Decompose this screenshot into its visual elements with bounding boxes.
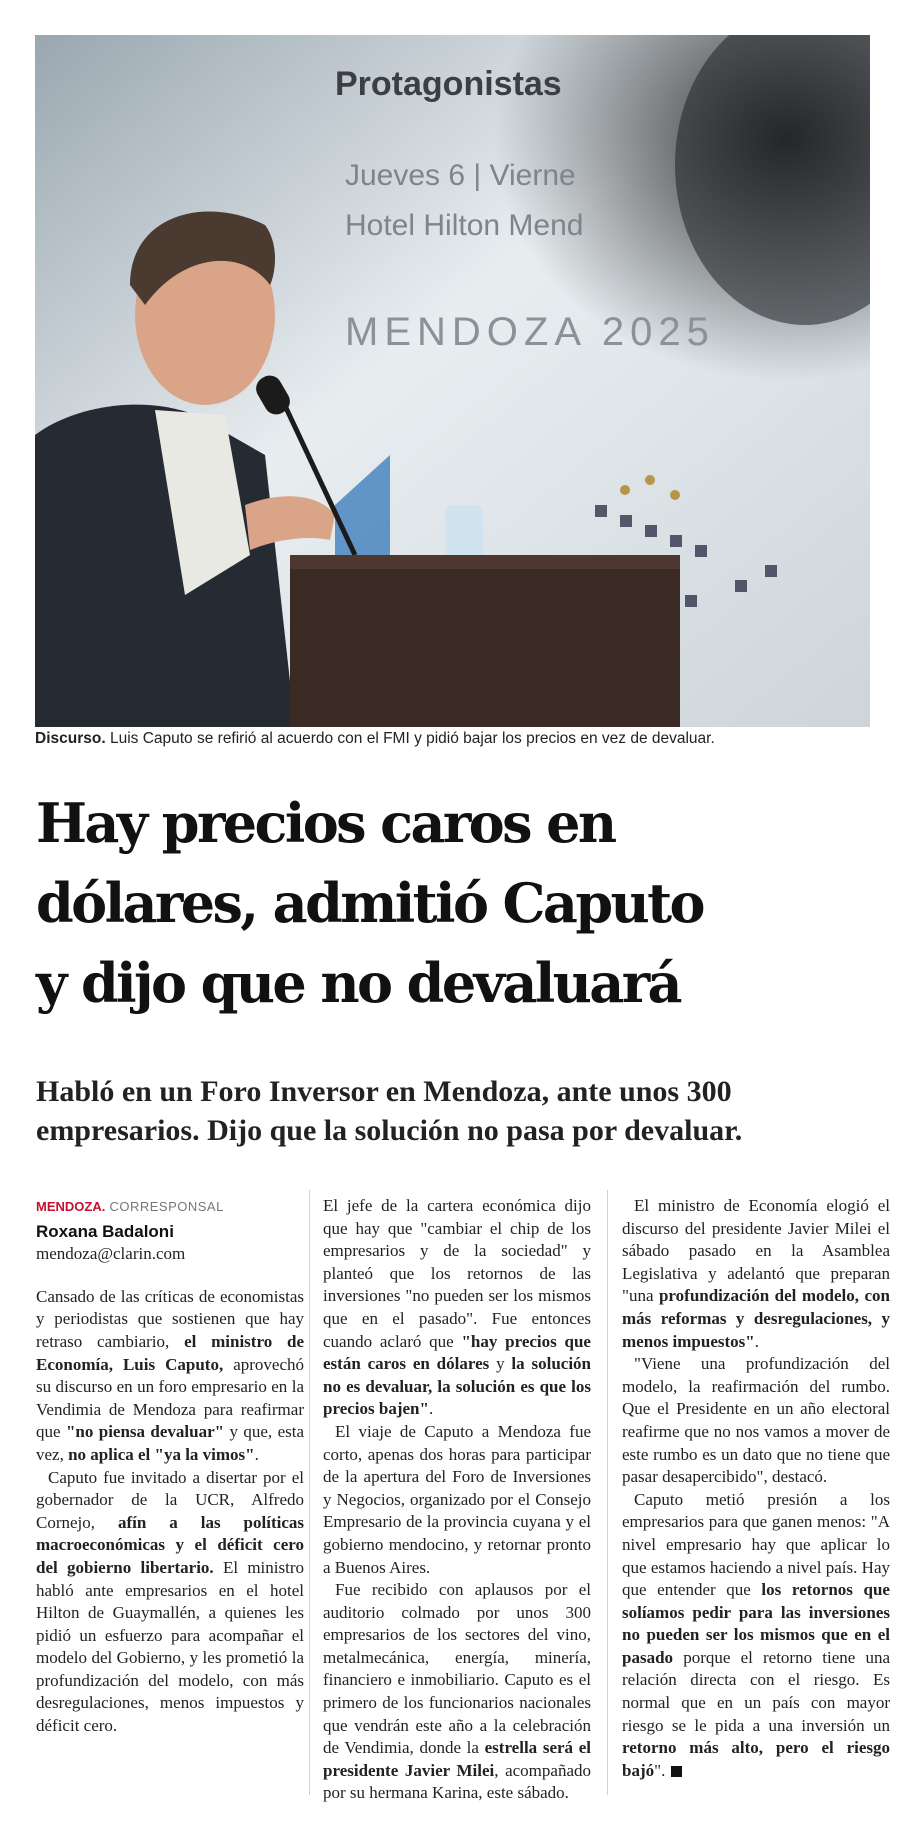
banner-dates: Jueves 6 | Vierne: [345, 159, 576, 192]
byline: [36, 1195, 304, 1266]
paragraph: Cansado de las críticas de economistas y periodistas que sostienen que hay retraso cambiario, el ministro de Economía, Luis Caputo, aprovechó su discurso en un foro empresario en la Vendimia de Mendoza para reafirmar que "no piensa devaluar" y que, esta vez, no aplica el "ya la vimos".: [36, 1286, 304, 1464]
paragraph: Caputo metió presión a los empresarios para que ganen menos: "A nivel empresario hay que aplicar lo que estamos haciendo a nivel país. Hay que entender que los retornos que solíamos pedir para las inversiones no pueden ser los mismos que en el pasado porque el retorno tiene una relación directa con el riesgo. Es normal que en un país con mayor riesgo se le pida a una inversión un retorno más alto, pero el riesgo bajó".: [622, 1489, 890, 1780]
headline-line-1: Hay precios caros en: [36, 791, 615, 855]
subhead-line-2: empresarios. Dijo que la solución no pasa por devaluar.: [36, 1114, 743, 1147]
byline-location: MENDOZA.: [36, 1199, 106, 1214]
column-divider: [607, 1190, 608, 1795]
headline-line-3: y dijo que no devaluará: [36, 951, 680, 1015]
paragraph: Caputo fue invitado a disertar por el gobernador de la UCR, Alfredo Cornejo, afín a las políticas macroeconómicas y el déficit cero del gobierno libertario. El ministro habló ante empresarios en el hotel Hilton de Guaymallén, a quienes les pidió un esfuerzo para acompañar el modelo del Gobierno, y les prometió la profundización del modelo, con más desregulaciones, menos impuestos y déficit cero.: [36, 1467, 304, 1736]
headline: [36, 783, 886, 1023]
column-divider: [309, 1190, 310, 1795]
article-column-3: [622, 1195, 890, 1782]
podium: [290, 555, 680, 727]
caption-text: Luis Caputo se refirió al acuerdo con el FMI y pidió bajar los precios en vez de devaluar.: [105, 730, 715, 747]
paragraph: El jefe de la cartera económica dijo que hay que "cambiar el chip de los empresarios y de la sociedad" y planteó que los retornos de las inversiones "no pueden ser los mismos que en el pasado". Fue entonces cuando aclaró que "hay precios que están caros en dólares y la solución no es devaluar, la solución es que los precios bajen".: [323, 1196, 591, 1419]
banner-venue: Hotel Hilton Mend: [345, 209, 584, 242]
article-column-1: [36, 1195, 304, 1738]
byline-author: Roxana Badaloni: [36, 1221, 174, 1241]
paragraph: Fue recibido con aplausos por el auditorio colmado por unos 300 empresarios de los sectores del vino, metalmecánica, energía, minería, financiero e inmobiliario. Caputo es el primero de los funcionarios nacionales que vendrán este año a la celebración de Vendimia, donde la estrella será el presidente Javier Milei, acompañado por su hermana Karina, este sábado.: [323, 1580, 591, 1803]
article-photo: [35, 35, 870, 727]
caption-lead: Discurso.: [35, 730, 106, 747]
byline-role: CORRESPONSAL: [105, 1199, 224, 1214]
article-column-2: [323, 1195, 591, 1805]
paragraph: El ministro de Economía elogió el discurso del presidente Javier Milei el sábado pasado en la Asamblea Legislativa y adelantó que preparan "una profundización del modelo, con más reformas y desregulaciones, y menos impuestos".: [622, 1196, 890, 1351]
subheadline: [36, 1072, 886, 1150]
subhead-line-1: Habló en un Foro Inversor en Mendoza, ante unos 300: [36, 1075, 732, 1108]
banner-city: MENDOZA 2025: [345, 310, 715, 354]
headline-line-2: dólares, admitió Caputo: [36, 871, 703, 935]
paragraph: El viaje de Caputo a Mendoza fue corto, apenas dos horas para participar de la apertura del Foro de Inversiones y Negocios, organizado por el Consejo Empresario de la provincia cuyana y el gobierno mendocino, y retornar pronto a Buenos Aires.: [323, 1421, 591, 1577]
photo-caption: [35, 730, 875, 748]
byline-email[interactable]: mendoza@clarin.com: [36, 1244, 186, 1264]
end-of-article-mark: [671, 1766, 682, 1777]
banner-title: Protagonistas: [335, 65, 562, 103]
paragraph: "Viene una profundización del modelo, la reafirmación del rumbo. Que el Presidente en un año electoral reafirme que no nos vamos a mover de este rumbo es un dato que no tiene que pasar desapercibido", destacó.: [622, 1354, 890, 1487]
